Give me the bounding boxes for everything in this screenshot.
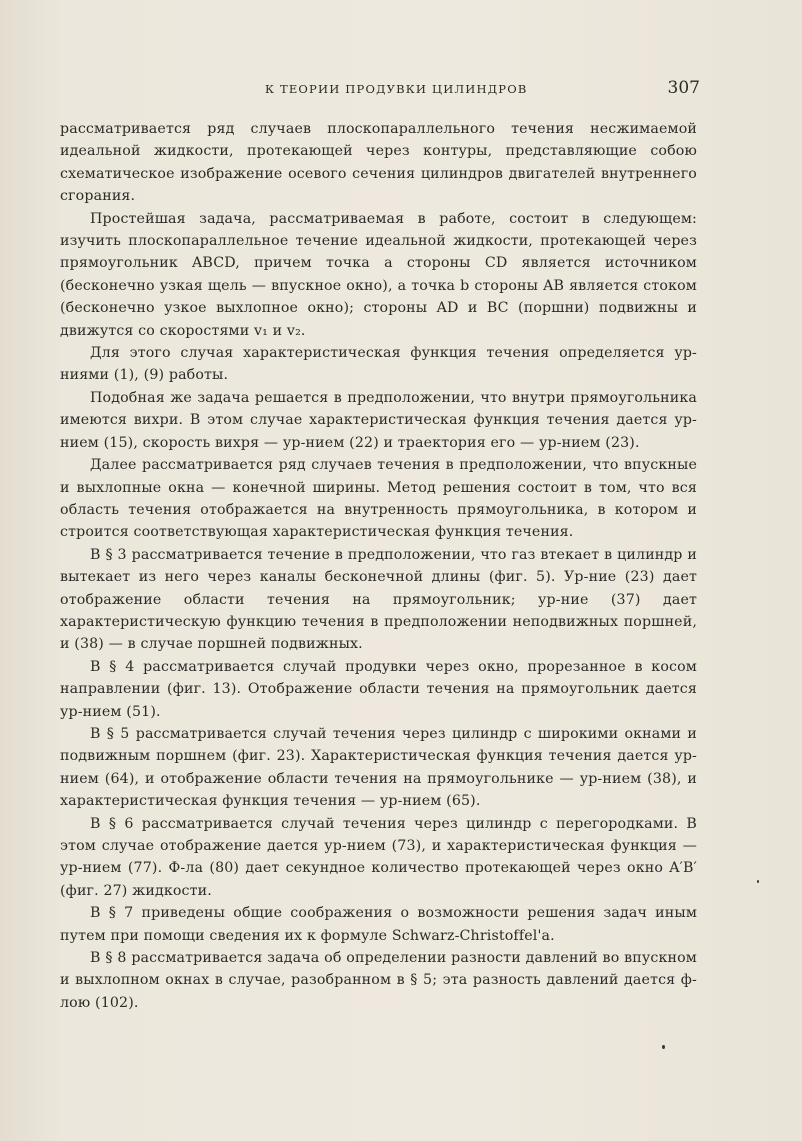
page-number: 307 [667,78,700,98]
paragraph-6: В § 3 рассматривается течение в предположении, что газ втекает в цилиндр и вытекает из него через каналы бесконечной длины (фиг. 5). Ур-ние (23) дает отображение области течения на прямоугольник; ур-ние (37) дает характеристическую функцию течения в предположении неподвижных поршней, и (38) — в случае поршней подвижных. [60,546,697,653]
paragraph-11: В § 8 рассматривается задача об определении разности давлений во впускном и выхлопном окнах в случае, разобранном в § 5; эта разность давлений дается ф-лою (102). [60,950,697,1011]
paragraph-7: В § 4 рассматривается случай продувки через окно, прорезанное в косом направлении (фиг. 13). Отображение области течения на прямоугольник дается ур-нием (51). [60,658,697,720]
paragraph-4: Подобная же задача решается в предположении, что внутри прямоугольника имеются вихри. В этом случае характеристическая функция течения дается ур-нием (15), скорость вихря — ур-нием (22) и траектория его — ур-нием (23). [60,389,697,451]
ink-speck [757,880,759,883]
paragraph-5: Далее рассматривается ряд случаев течения в предположении, что впускные и выхлопные окна — конечной ширины. Метод решения состоит в том, что вся область течения отображается на внутренность прямоугольника, в котором и строится соответствующая характеристическая функция течения. [60,457,697,541]
paragraph-3: Для этого случая характеристическая функция течения определяется ур-ниями (1), (9) работы. [60,345,697,384]
paragraph-10: В § 7 приведены общие соображения о возможности решения задач иным путем при помощи сведения их к формуле Schwarz-Christoffel'a. [60,905,697,944]
paragraph-9: В § 6 рассматривается случай течения через цилиндр с перегородками. В этом случае отображение дается ур-нием (73), и характеристическая функция — ур-нием (77). Ф-ла (80) дает секундное количество протекающей через окно A′B′ (фиг. 27) жидкости. [60,815,697,899]
paragraph-1: рассматривается ряд случаев плоскопараллельного течения несжимаемой идеальной жидкости, протекающей через контуры, представляющие собою схематическое изображение осевого сечения цилиндров двигателей внутреннего сгорания. [60,121,697,205]
paragraph-8: В § 5 рассматривается случай течения через цилиндр с широкими окнами и подвижным поршнем (фиг. 23). Характеристическая функция течения дается ур-нием (64), и отображение области течения на прямоугольнике — ур-нием (38), и характеристическая функция течения — ур-нием (65). [60,725,697,810]
paragraph-2: Простейшая задача, рассматриваемая в работе, состоит в следующем: изучить плоскопараллельное течение идеальной жидкости, протекающей через прямоугольник ABCD, причем точка a стороны CD является источником (бесконечно узкая щель — впускное окно), а точка b стороны AB является стоком (бесконечно узкое выхлопное окно); стороны AD и BC (поршни) подвижны и движутся со скоростями v₁ и v₂. [60,210,697,339]
body-text [60,118,697,1014]
page-header [60,78,700,102]
running-head: К ТЕОРИИ ПРОДУВКИ ЦИЛИНДРОВ [265,82,528,96]
ink-speck [662,1045,665,1049]
